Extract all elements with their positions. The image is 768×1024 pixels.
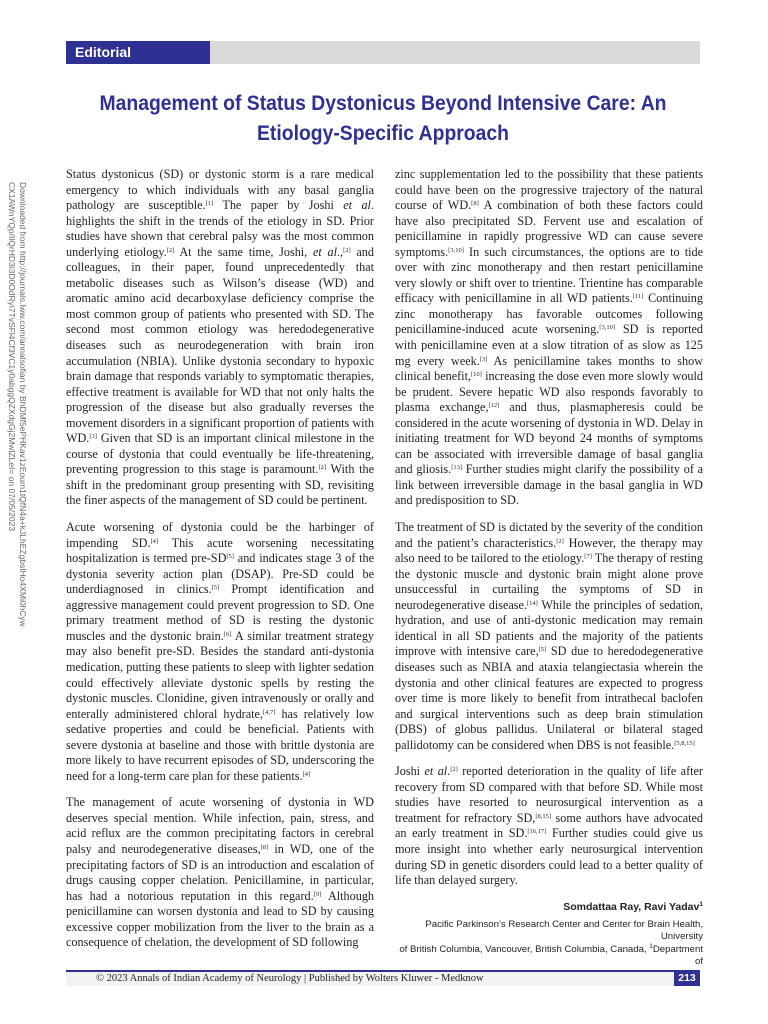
section-label: Editorial Commentary [66, 41, 210, 64]
citation-ref[interactable]: [5] [538, 646, 547, 654]
page-number: 213 [674, 970, 700, 986]
left-column [66, 167, 374, 962]
footer-publisher-text: © 2023 Annals of Indian Academy of Neurology | Published by Wolters Kluwer - Medknow [96, 973, 484, 984]
citation-ref[interactable]: [7] [584, 553, 592, 561]
citation-ref[interactable]: [2] [343, 246, 351, 254]
paragraph: Joshi et al.[2] reported deterioration in the quality of life after recovery from SD compared with that before SD. While most studies have resorted to neurosurgical intervention as a treatment for refractory SD,[8,15] some authors have advocated an early treatment in SD.[16,17] Further studies could give us more insight into whether early neurosurgical intervention during SD in genetic disorders could lead to a better quality of life than delayed surgery. [395, 764, 703, 888]
citation-ref[interactable]: [2] [556, 537, 564, 545]
section-header-bar [66, 41, 700, 83]
paragraph: The management of acute worsening of dystonia in WD deserves special mention. While infection, pain, stress, and acid reflux are the common precipitating factors in cerebral palsy and neurodegenerative diseases,[8] in WD, one of the precipitating factors of SD is an introduction and escalation of drugs causing copper chelation. Penicillamine, in particular, has had a notorious reputation in this regard.[9] Although penicillamine can worsen dystonia and lead to SD by causing excessive copper mobilization from the liver to the brain as a consequence of chelation, the development of SD following [66, 795, 375, 950]
citation-ref[interactable]: [4] [302, 770, 311, 778]
citation-ref[interactable]: [5,8,15] [674, 739, 695, 747]
citation-ref[interactable]: [10] [471, 371, 482, 379]
citation-ref[interactable]: [8] [471, 200, 479, 208]
citation-ref[interactable]: [4,7] [263, 708, 276, 716]
citation-ref[interactable]: [4] [150, 537, 159, 545]
citation-ref[interactable]: [2] [450, 766, 458, 774]
author-affiliation: Pacific Parkinson’s Research Center and Center for Brain Health, University of British Columbia, Vancouver, British Columbia, Canada, $^1$Department of [399, 918, 703, 968]
citation-ref[interactable]: [2] [318, 464, 327, 472]
author-block [395, 900, 703, 969]
citation-ref[interactable]: [5] [211, 584, 220, 592]
citation-ref[interactable]: [3,10] [448, 246, 464, 254]
citation-ref[interactable]: [5] [226, 553, 234, 561]
citation-ref[interactable]: [12] [488, 402, 500, 410]
citation-ref[interactable]: [2] [166, 246, 175, 254]
citation-ref[interactable]: [14] [527, 599, 538, 607]
citation-ref[interactable]: [13] [451, 464, 463, 472]
paragraph: zinc supplementation led to the possibility that these patients could have been on the progressive trajectory of the natural course of WD.[8] A combination of both these factors could have also precipitated SD. Fervent use and escalation of penicillamine in rapidly progressive WD can cause severe symptoms.[3,10] In such circumstances, the options are to tide over with zinc monotherapy and then restart penicillamine very slowly or shift over to trientine. Trientine has comparable efficacy with penicillamine in all WD patients.[11] Continuing zinc monotherapy has favorable outcomes following penicillamine-induced acute worsening.[3,10] SD is reported with penicillamine even at a slow titration of as slow as 125 mg every week.[3] As penicillamine takes months to show clinical benefit,[10] increasing the dose even more slowly would be prudent. Severe hepatic WD also responds favorably to plasma exchange,[12] and thus, plasmapheresis could be considered in the acute worsening of dystonia in WD. Delay in initiating treatment for WD beyond 24 months of symptoms can be associated with irreversible damage of basal ganglia and gliosis.[13] Further studies might clarify the possibility of a link between irreversible damage in the basal ganglia in WD and predisposition to SD. [395, 167, 704, 508]
citation-ref[interactable]: [3,10] [599, 324, 616, 332]
citation-ref[interactable]: [16,17] [527, 828, 547, 836]
citation-ref[interactable]: [1] [205, 200, 214, 208]
paragraph: Status dystonicus (SD) or dystonic storm is a rare medical emergency to which individuals with any basal ganglia pathology are susceptible.[1] The paper by Joshi et al. highlights the shift in the trends of the etiology in SD. Prior studies have shown that cerebral palsy was the most common underlying etiology.[2] At the same time, Joshi, et al.,[2] and colleagues, in their paper, found unprecedentedly that metabolic diseases such as Wilson’s disease (WD) and aromatic amino acid decarboxylase deficiency comprise the most common group of patients who presented with SD. The second most common etiology was heredodegenerative diseases such as neurodegeneration with brain iron accumulation (NBIA). Unlike dystonia secondary to hypoxic brain damage that responds variably to symptomatic therapies, effective treatment is available for WD that not only halts the progression of the disease but also gradually reverses the movement disorders in a significant proportion of patients with WD.[3] Given that SD is an important clinical milestone in the course of dystonia that could eventually be life-threatening, preventing progression to this stage is paramount.[2] With the shift in the predominant group presenting with SD, revisiting the finer aspects of the management of SD could be pertinent. [66, 167, 375, 508]
citation-ref[interactable]: [9] [313, 890, 322, 898]
paragraph: The treatment of SD is dictated by the severity of the condition and the patient’s characteristics.[2] However, the therapy may also need to be tailored to the etiology.[7] The therapy of resting the dystonic muscle and dystonic brain might alone prove unsuccessful in curtailing the symptoms of SD in neurodegenerative disease.[14] While the principles of sedation, hydration, and use of anti-dystonic medication may remain identical in all SD patients and the majority of the patients improve with intensive care,[5] SD due to heredodegenerative diseases such as NBIA and ataxia telangiectasia wherein the dystonia and other clinical features are expected to progress over time is more likely to benefit from intrathecal baclofen and surgical interventions such as deep brain stimulation (DBS) of globus pallidus. Unilateral or bilateral staged pallidotomy can be considered when DBS is not feasible.[5,8,15] [395, 520, 703, 752]
page-footer [66, 970, 700, 986]
citation-ref[interactable]: [6] [223, 630, 232, 638]
right-column [395, 167, 703, 969]
download-watermark: Downloaded from http://journals.lww.com/annalsofian by BhDMf5ePHKav1zEoum1tQfN4a+kJLhEZgbsIHo4XMi0hCywCX1AWnYQp/IlQrHD3i3D0OdRyi7TvSFl4Cf3VC1y0abggQZXdgGj2MwlZLeI= on 07/05/2023 [7, 182, 28, 627]
citation-ref[interactable]: [11] [632, 293, 644, 301]
paragraph: Acute worsening of dystonia could be the harbinger of impending SD.[4] This acute worsening necessitating hospitalization is termed pre-SD[5] and indicates stage 3 of the dystonia severity action plan (DSAP). Pre-SD could be underdiagnosed in clinics.[5] Prompt identification and aggressive management could prevent progression to SD. One primary treatment method of SD is resting the dystonic muscles and the dystonic brain.[6] A similar treatment strategy may also benefit pre-SD. Besides the standard anti-dystonia medication, putting these patients to sleep with lighter sedation could effectively alleviate dystonic spells by resting the dystonic muscles. Clonidine, given intravenously or orally and enterally administered chloral hydrate,[4,7] has relatively low sedative properties and could be beneficial. Patients with severe dystonia at baseline and those with brittle dystonia are more likely to have recurrent episodes of SD, underscoring the need for a long-term care plan for these patients.[4] [66, 520, 375, 783]
author-names: Somdattaa Ray, Ravi Yadav$^1$ [563, 900, 703, 913]
citation-ref[interactable]: [8,15] [535, 812, 552, 820]
citation-ref[interactable]: [3] [89, 433, 97, 441]
citation-ref[interactable]: [3] [479, 355, 488, 363]
citation-ref[interactable]: [8] [260, 843, 269, 851]
article-title: Management of Status Dystonicus Beyond Intensive Care: An Etiology-Specific Approach [99, 91, 667, 145]
